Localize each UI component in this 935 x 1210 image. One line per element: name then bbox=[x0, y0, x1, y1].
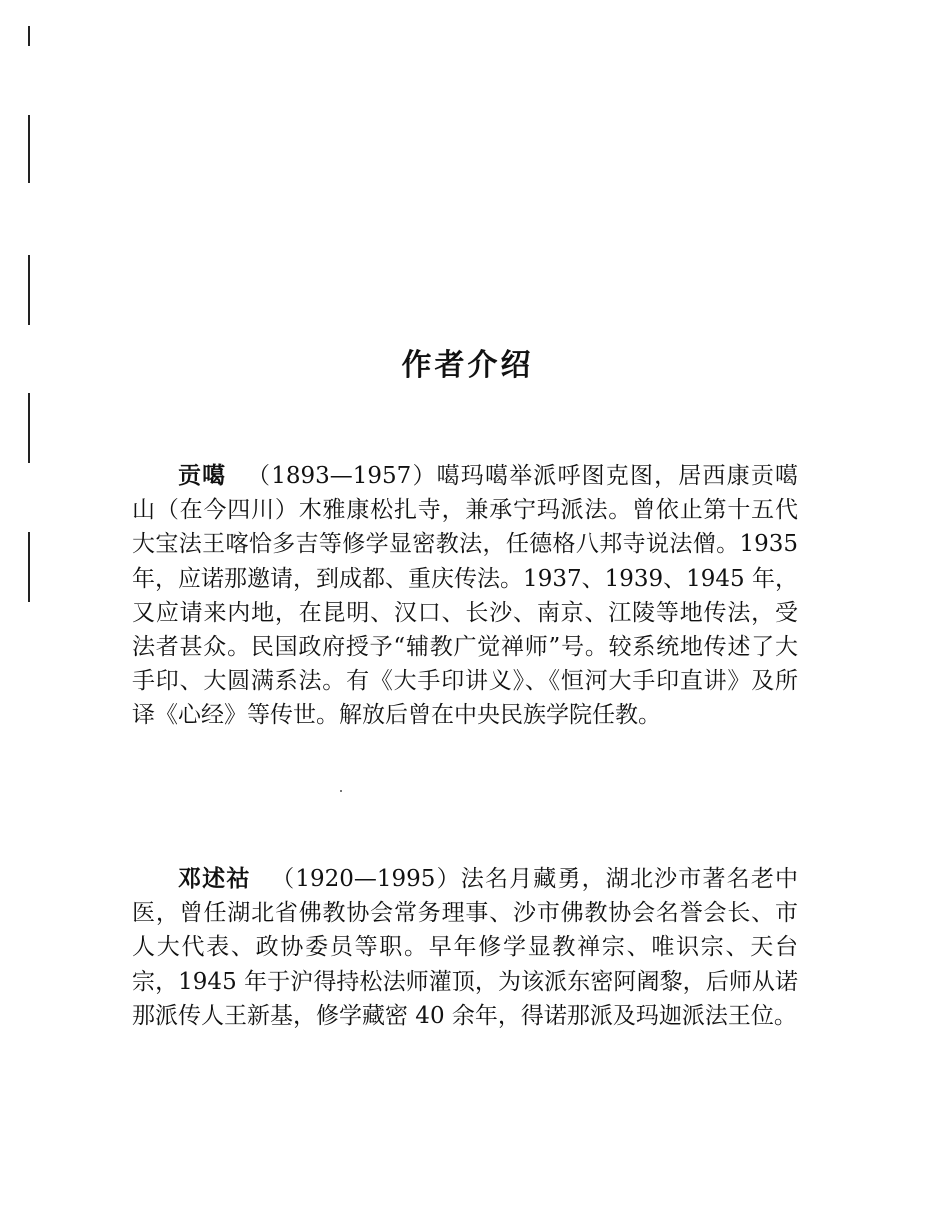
author-bio-text: （1920—1995）法名月藏勇，湖北沙市著名老中医，曾任湖北省佛教协会常务理事、沙市佛教协会名誉会长、市人大代表、政协委员等职。早年修学显教禅宗、唯识宗、天台宗，1945 年于沪得持松法师灌顶，为该派东密阿阇黎，后师从诺那派传人王新基，修学藏密 40 余年，得诺那派及玛迦派法王位。 bbox=[132, 866, 798, 1029]
page-title: 作者介绍 bbox=[401, 348, 534, 383]
author-name: 贡噶 bbox=[178, 462, 227, 489]
scan-margin-line bbox=[28, 532, 30, 602]
scan-margin-line bbox=[28, 255, 30, 325]
author-bio-gongga bbox=[132, 459, 798, 733]
author-bio-text: （1893—1957）噶玛噶举派呼图克图，居西康贡噶山（在今四川）木雅康松扎寺，兼承宁玛派法。曾依止第十五代大宝法王喀恰多吉等修学显密教法，任德格八邦寺说法僧。1935 年，应诺那邀请，到成都、重庆传法。1937、1939、1945 年，又应请来内地，在昆明、汉口、长沙、南京、江陵等地传法，受法者甚众。民国政府授予“辅教广觉禅师”号。较系统地传述了大手印、大圆满系法。有《大手印讲义》、《恒河大手印直讲》及所译《心经》等传世。解放后曾在中央民族学院任教。 bbox=[132, 463, 798, 729]
scan-speck bbox=[340, 790, 342, 792]
scan-margin-line bbox=[28, 393, 30, 463]
author-bio-deng bbox=[132, 862, 798, 1033]
scan-margin-line bbox=[28, 115, 30, 183]
author-name: 邓述祜 bbox=[178, 865, 251, 892]
scan-margin-line bbox=[28, 26, 30, 46]
